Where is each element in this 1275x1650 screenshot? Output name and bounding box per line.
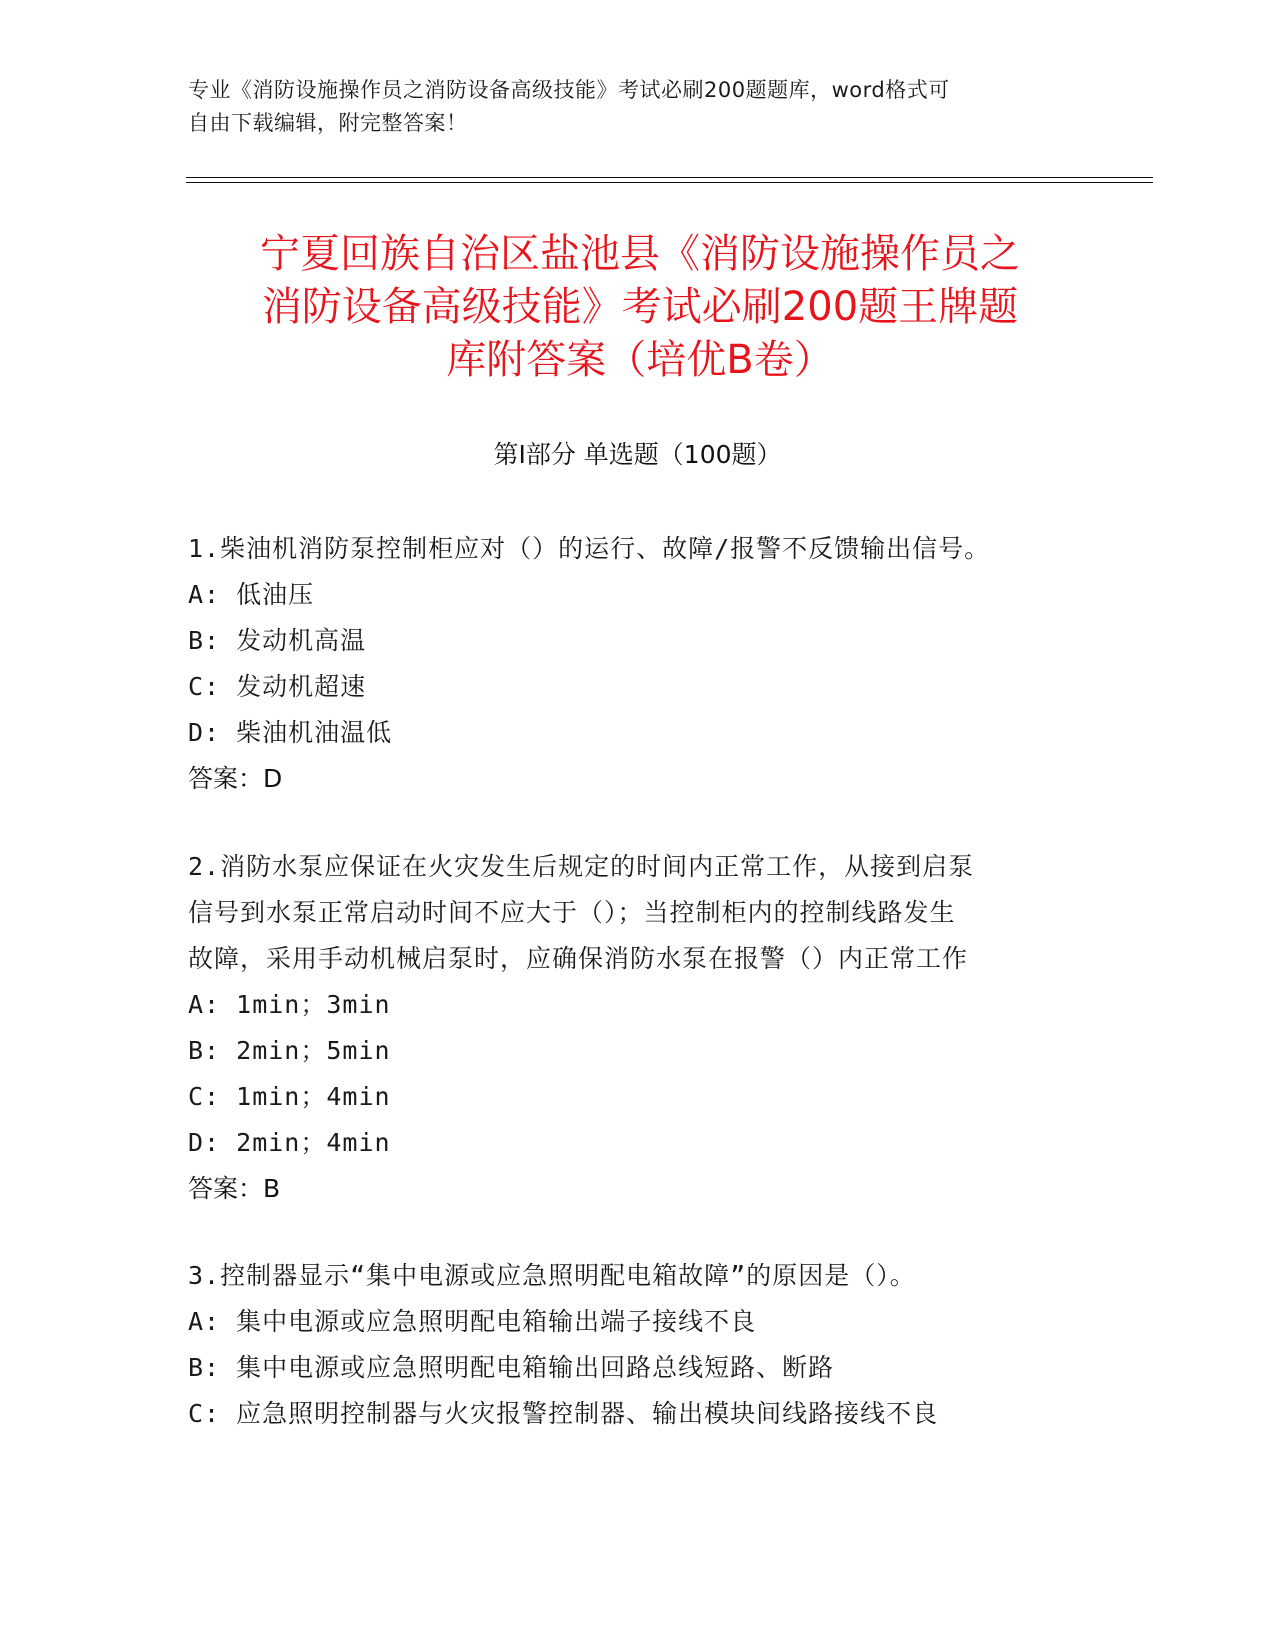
question-text: 2.消防水泵应保证在火灾发生后规定的时间内正常工作，从接到启泵 [188,852,975,881]
option-b: B: 发动机高温 [188,626,367,655]
question-item [188,844,1068,1212]
question-text: 1.柴油机消防泵控制柜应对（）的运行、故障/报警不反馈输出信号。 [188,534,991,563]
option-c: C: 发动机超速 [188,672,367,701]
option-d: D: 柴油机油温低 [188,718,393,747]
header-note-line: 专业《消防设施操作员之消防设备高级技能》考试必刷200题题库，word格式可 [188,78,950,102]
answer-text: 答案：D [188,764,283,793]
option-c: C: 应急照明控制器与火灾报警控制器、输出模块间线路接线不良 [188,1399,939,1428]
option-a: A: 1min；3min [188,990,391,1019]
option-b: B: 2min；5min [188,1036,391,1065]
option-a: A: 低油压 [188,580,315,609]
option-d: D: 2min；4min [188,1128,391,1157]
question-item [188,526,1068,802]
document-title-line: 库附答案（培优B卷） [446,337,834,383]
document-title-line: 宁夏回族自治区盐池县《消防设施操作员之 [260,231,1020,277]
header-divider [186,182,1153,183]
question-item [188,1253,1068,1437]
option-b: B: 集中电源或应急照明配电箱输出回路总线短路、断路 [188,1353,835,1382]
option-c: C: 1min；4min [188,1082,391,1111]
question-text: 信号到水泵正常启动时间不应大于（）；当控制柜内的控制线路发生 [188,898,956,927]
header-divider [186,177,1153,178]
question-text: 故障，采用手动机械启泵时，应确保消防水泵在报警（）内正常工作 [188,944,969,973]
option-a: A: 集中电源或应急照明配电箱输出端子接线不良 [188,1307,757,1336]
section-heading: 第Ⅰ部分 单选题（100题） [493,440,782,469]
header-note-line: 自由下载编辑，附完整答案！ [188,111,468,135]
document-title [160,228,1120,387]
document-title-line: 消防设备高级技能》考试必刷200题王牌题 [261,284,1019,330]
question-text: 3.控制器显示“集中电源或应急照明配电箱故障”的原因是（）。 [188,1261,916,1290]
header-note [188,74,1088,140]
answer-text: 答案：B [188,1174,281,1203]
